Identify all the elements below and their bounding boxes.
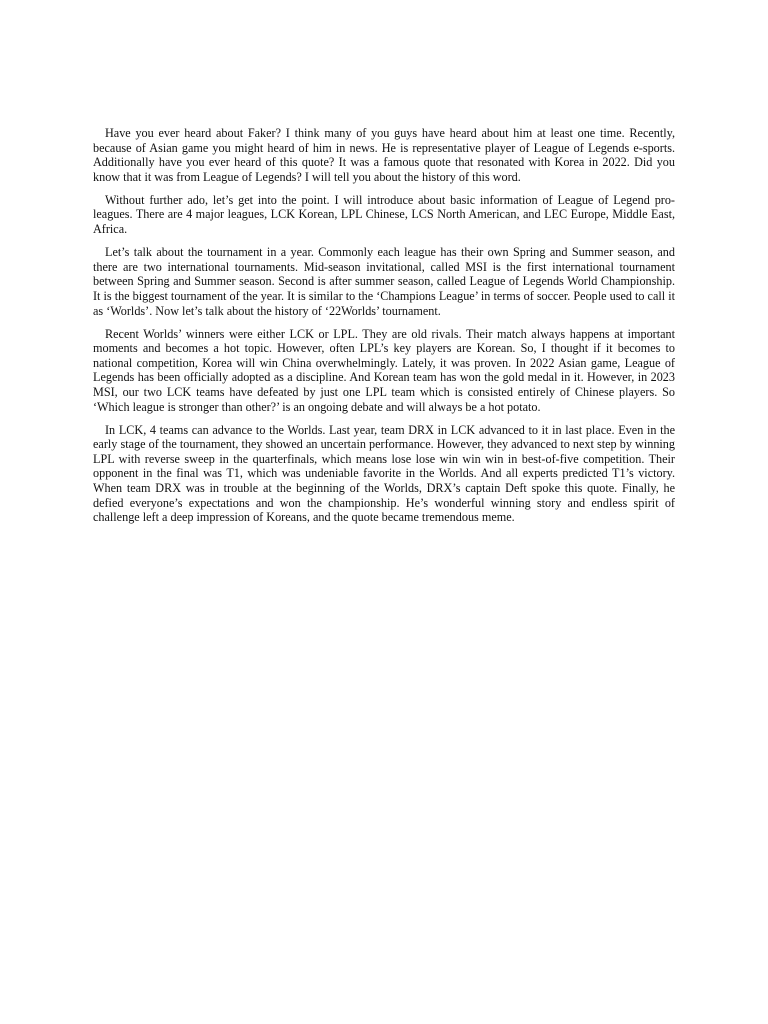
paragraph-faker-intro: Have you ever heard about Faker? I think many of you guys have heard about him at least one time. Recently, because of Asian game you might heard of him in news. He is representative player of League of Legends e-sports. Additionally have you ever heard of this quote? It was a famous quote that resonated with Korea in 2022. Did you know that it was from League of Legends? I will tell you about the history of this word. xyxy=(93,126,675,184)
document-page xyxy=(93,126,675,533)
paragraph-drx-story: In LCK, 4 teams can advance to the Worlds. Last year, team DRX in LCK advanced to it in last place. Even in the early stage of the tournament, they showed an uncertain performance. However, they advanced to next step by winning LPL with reverse sweep in the quarterfinals, which means lose lose win win win in best-of-five competition. Their opponent in the final was T1, which was undeniable favorite in the Worlds. And all experts predicted T1’s victory. When team DRX was in trouble at the beginning of the Worlds, DRX’s captain Deft spoke this quote. Finally, he defied everyone’s expectations and won the championship. He’s wonderful winning story and endless spirit of challenge left a deep impression of Koreans, and the quote became tremendous meme. xyxy=(93,422,675,525)
paragraph-lck-lpl-rivalry: Recent Worlds’ winners were either LCK or LPL. They are old rivals. Their match always happens at important moments and becomes a hot topic. However, often LPL’s key players are Korean. So, I thought if it becomes to national competition, Korea will win China overwhelmingly. Lately, it was proven. In 2022 Asian game, League of Legends has been officially adopted as a discipline. And Korean team has won the gold medal in it. However, in 2023 MSI, our two LCK teams have defeated by just one LPL team which is consisted entirely of Chinese players. So ‘Which league is stronger than other?’ is an ongoing debate and will always be a hot potato. xyxy=(93,326,675,414)
paragraph-major-leagues: Without further ado, let’s get into the point. I will introduce about basic information of League of Legend pro-leagues. There are 4 major leagues, LCK Korean, LPL Chinese, LCS North American, and LEC Europe, Middle East, Africa. xyxy=(93,192,675,237)
paragraph-tournament-year: Let’s talk about the tournament in a year. Commonly each league has their own Spring and Summer season, and there are two international tournaments. Mid-season invitational, called MSI is the first international tournament between Spring and Summer season. Second is after summer season, called League of Legends World Championship. It is the biggest tournament of the year. It is similar to the ‘Champions League’ in terms of soccer. People used to call it as ‘Worlds’. Now let’s talk about the history of ‘22Worlds’ tournament. xyxy=(93,245,675,318)
